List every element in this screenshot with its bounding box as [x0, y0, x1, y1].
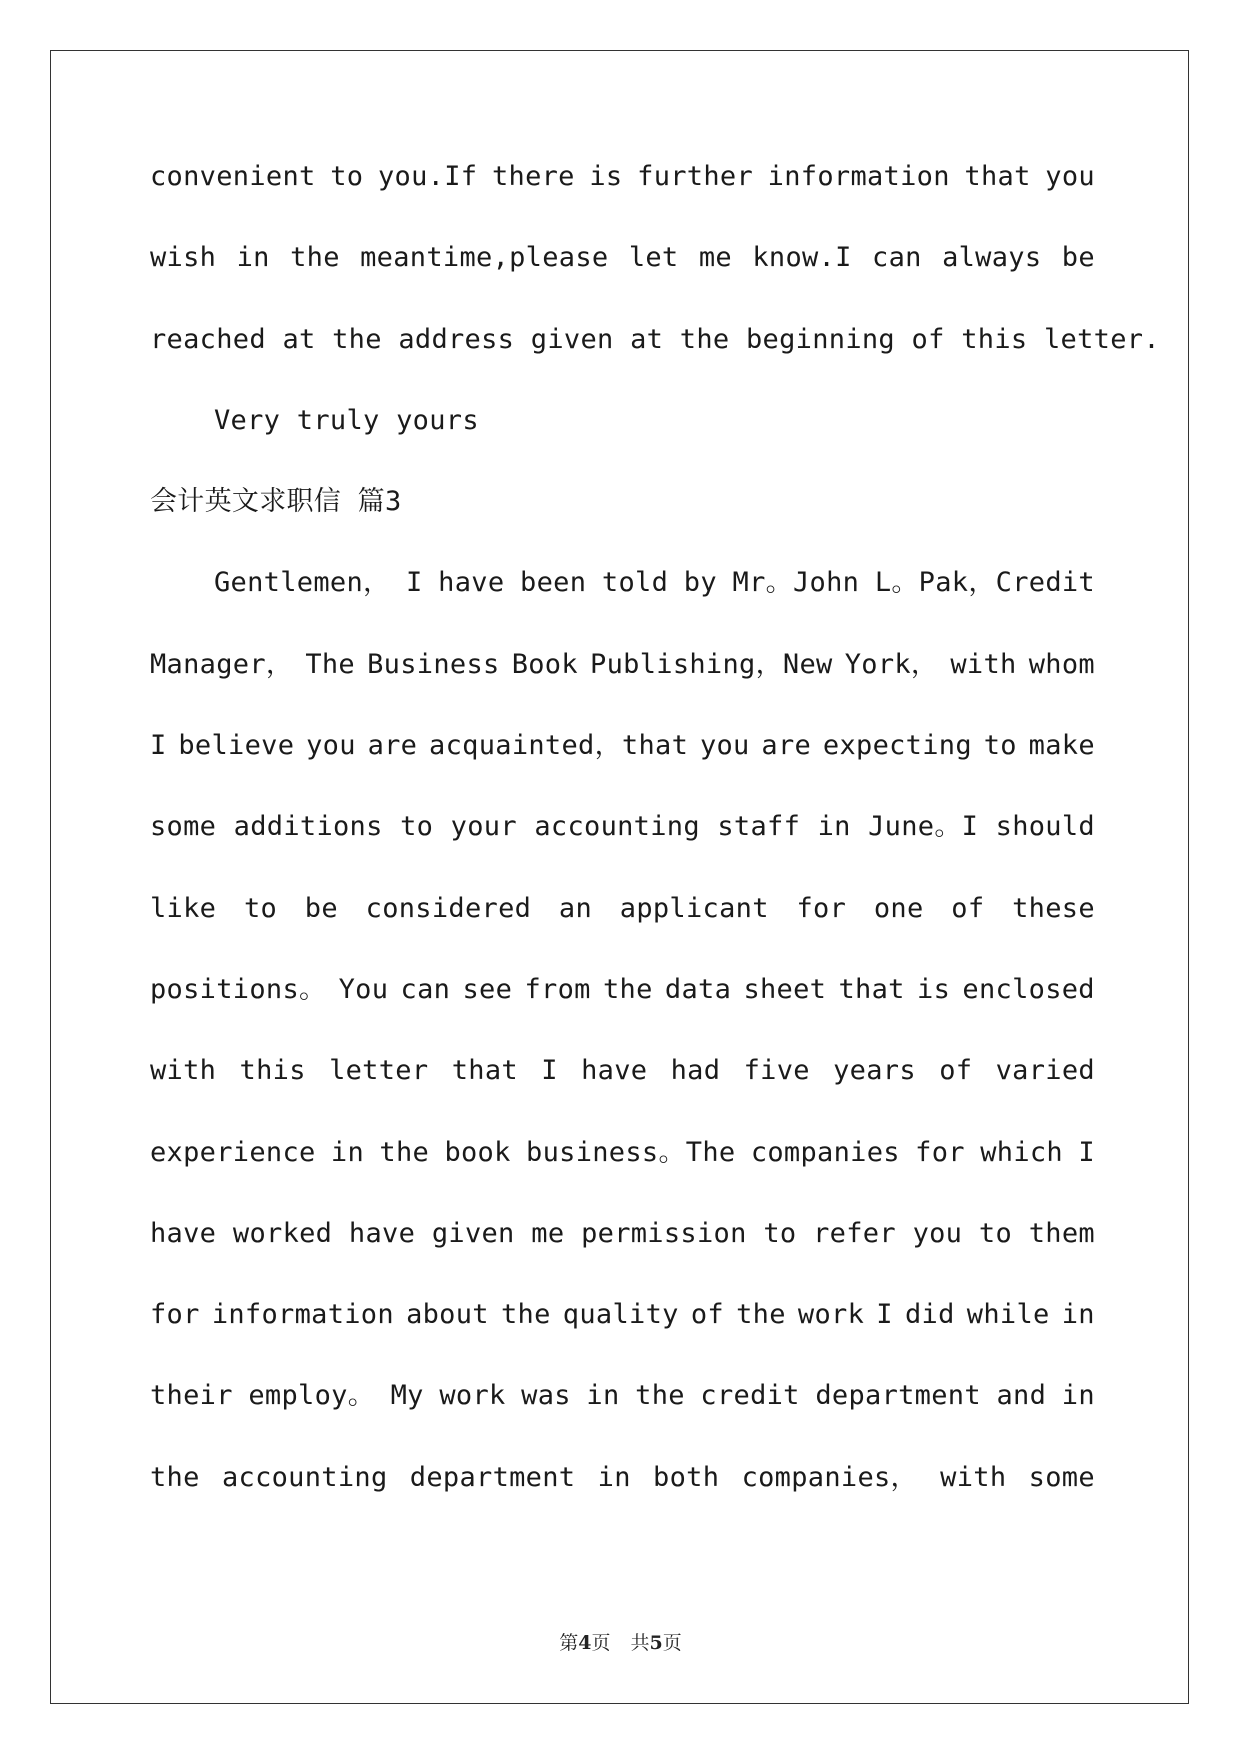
- text-line: Very truly yours: [214, 404, 479, 436]
- text-line: Gentlemen， I have been told by Mr。John L。Pak，Credit: [214, 567, 1095, 599]
- text-line: reached at the address given at the beginning of this letter.: [150, 323, 1160, 355]
- text-line: like to be considered an applicant for one of these: [150, 892, 1095, 924]
- text-line: the accounting department in both companies， with some: [150, 1461, 1095, 1493]
- text-line: I believe you are acquainted，that you are expecting to make: [150, 730, 1095, 762]
- footer-total-label: 页: [662, 1632, 682, 1654]
- footer-prefix: 第: [559, 1632, 579, 1654]
- footer-page-total: 5: [649, 1632, 663, 1654]
- text-line: some additions to your accounting staff in June。I should: [150, 811, 1095, 843]
- text-line: for information about the quality of the work I did while in: [150, 1299, 1095, 1331]
- text-line: have worked have given me permission to refer you to them: [150, 1217, 1095, 1249]
- text-line: convenient to you.If there is further information that you: [150, 161, 1095, 192]
- footer-page-label: 页: [591, 1632, 611, 1654]
- footer-page-current: 4: [578, 1632, 592, 1654]
- text-line: 会计英文求职信 篇3: [150, 486, 402, 518]
- letter-body: [150, 160, 1160, 1542]
- footer-total-prefix: 共: [630, 1632, 650, 1654]
- text-line: Manager， The Business Book Publishing，New York， with whom: [150, 648, 1095, 680]
- text-line: positions。 You can see from the data sheet that is enclosed: [150, 973, 1095, 1005]
- text-line: experience in the book business。The companies for which I: [150, 1136, 1095, 1168]
- text-line: with this letter that I have had five years of varied: [150, 1055, 1095, 1087]
- page-footer: [0, 1628, 1241, 1655]
- text-line: wish in the meantime,please let me know.I can always be: [150, 242, 1095, 274]
- text-line: their employ。 My work was in the credit department and in: [150, 1380, 1095, 1412]
